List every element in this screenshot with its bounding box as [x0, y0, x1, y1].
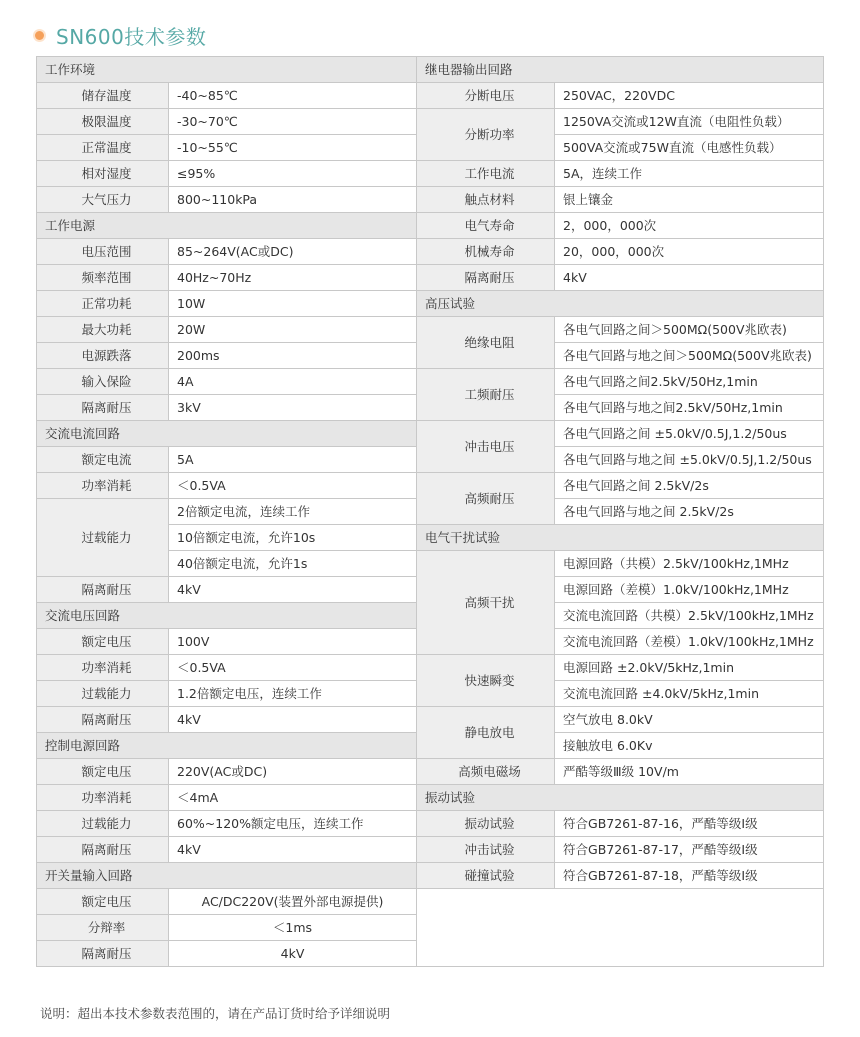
orange-dot-icon	[35, 31, 44, 40]
table-row	[37, 889, 824, 915]
param-value: 严酷等级Ⅲ级 10V/m	[555, 759, 824, 785]
param-value: 10倍额定电流，允许10s	[169, 525, 417, 551]
param-label: 工频耐压	[417, 369, 555, 421]
param-value: 各电气回路之间 2.5kV/2s	[555, 473, 824, 499]
table-row	[37, 265, 824, 291]
spec-table	[36, 56, 824, 967]
param-value: 800~110kPa	[169, 187, 417, 213]
param-label: 隔离耐压	[37, 577, 169, 603]
section-header: 交流电流回路	[37, 421, 417, 447]
param-value: -30~70℃	[169, 109, 417, 135]
param-value: 40倍额定电流，允许1s	[169, 551, 417, 577]
section-header: 继电器输出回路	[417, 57, 824, 83]
param-value: 4kV	[169, 837, 417, 863]
param-label: 隔离耐压	[417, 265, 555, 291]
param-label: 隔离耐压	[37, 837, 169, 863]
param-value: 接触放电 6.0Kv	[555, 733, 824, 759]
param-label: 过载能力	[37, 499, 169, 577]
param-value: 3kV	[169, 395, 417, 421]
param-label: 碰撞试验	[417, 863, 555, 889]
param-value: 250VAC，220VDC	[555, 83, 824, 109]
table-row	[37, 57, 824, 83]
param-label: 电气寿命	[417, 213, 555, 239]
param-label: 冲击电压	[417, 421, 555, 473]
section-header: 振动试验	[417, 785, 824, 811]
page-header	[35, 20, 206, 50]
param-value: AC/DC220V(装置外部电源提供)	[169, 889, 417, 915]
section-header: 电气干扰试验	[417, 525, 824, 551]
table-row	[37, 811, 824, 837]
table-row	[37, 291, 824, 317]
param-label: 相对湿度	[37, 161, 169, 187]
param-label: 极限温度	[37, 109, 169, 135]
table-row	[37, 317, 824, 343]
param-label: 隔离耐压	[37, 395, 169, 421]
param-value: 各电气回路之间＞500MΩ(500V兆欧表)	[555, 317, 824, 343]
table-row	[37, 837, 824, 863]
param-value: 4kV	[169, 707, 417, 733]
param-value: 电源回路 ±2.0kV/5kHz,1min	[555, 655, 824, 681]
param-value: 电源回路（差模）1.0kV/100kHz,1MHz	[555, 577, 824, 603]
param-label: 高频电磁场	[417, 759, 555, 785]
param-value: 220V(AC或DC)	[169, 759, 417, 785]
param-value: 各电气回路与地之间 ±5.0kV/0.5J,1.2/50us	[555, 447, 824, 473]
param-value: 各电气回路与地之间＞500MΩ(500V兆欧表)	[555, 343, 824, 369]
param-label: 冲击试验	[417, 837, 555, 863]
param-value: 500VA交流或75W直流（电感性负载）	[555, 135, 824, 161]
param-value: 20，000，000次	[555, 239, 824, 265]
param-value: 85~264V(AC或DC)	[169, 239, 417, 265]
param-value: 空气放电 8.0kV	[555, 707, 824, 733]
table-row	[37, 421, 824, 447]
param-value: 4kV	[169, 941, 417, 967]
param-value: 60%~120%额定电压，连续工作	[169, 811, 417, 837]
table-row	[37, 83, 824, 109]
footnote: 说明：超出本技术参数表范围的，请在产品订货时给予详细说明	[40, 1006, 391, 1021]
param-label: 分辩率	[37, 915, 169, 941]
param-value: 100V	[169, 629, 417, 655]
param-label: 绝缘电阻	[417, 317, 555, 369]
table-row	[37, 473, 824, 499]
param-label: 分断功率	[417, 109, 555, 161]
param-label: 额定电流	[37, 447, 169, 473]
empty-cell	[417, 889, 824, 967]
section-header: 工作电源	[37, 213, 417, 239]
param-value: -10~55℃	[169, 135, 417, 161]
table-row	[37, 109, 824, 135]
param-value: -40~85℃	[169, 83, 417, 109]
param-label: 电源跌落	[37, 343, 169, 369]
table-row	[37, 187, 824, 213]
param-value: 4kV	[169, 577, 417, 603]
param-label: 电压范围	[37, 239, 169, 265]
table-row	[37, 239, 824, 265]
param-value: 5A，连续工作	[555, 161, 824, 187]
param-value: 各电气回路与地之间2.5kV/50Hz,1min	[555, 395, 824, 421]
param-value: 各电气回路之间2.5kV/50Hz,1min	[555, 369, 824, 395]
param-value: 20W	[169, 317, 417, 343]
param-value: 符合GB7261-87-18，严酷等级Ⅰ级	[555, 863, 824, 889]
param-label: 高频耐压	[417, 473, 555, 525]
param-label: 隔离耐压	[37, 941, 169, 967]
param-value: ＜4mA	[169, 785, 417, 811]
param-label: 过载能力	[37, 681, 169, 707]
param-label: 分断电压	[417, 83, 555, 109]
table-row	[37, 213, 824, 239]
param-label: 隔离耐压	[37, 707, 169, 733]
param-value: 交流电流回路（差模）1.0kV/100kHz,1MHz	[555, 629, 824, 655]
param-label: 触点材料	[417, 187, 555, 213]
param-value: 2倍额定电流，连续工作	[169, 499, 417, 525]
param-value: 符合GB7261-87-17，严酷等级Ⅰ级	[555, 837, 824, 863]
param-label: 过载能力	[37, 811, 169, 837]
param-value: ≤95%	[169, 161, 417, 187]
section-header: 高压试验	[417, 291, 824, 317]
param-label: 储存温度	[37, 83, 169, 109]
param-value: 1.2倍额定电压，连续工作	[169, 681, 417, 707]
param-label: 输入保险	[37, 369, 169, 395]
param-label: 功率消耗	[37, 473, 169, 499]
section-header: 交流电压回路	[37, 603, 417, 629]
param-label: 最大功耗	[37, 317, 169, 343]
param-label: 功率消耗	[37, 655, 169, 681]
param-label: 高频干扰	[417, 551, 555, 655]
param-value: 各电气回路之间 ±5.0kV/0.5J,1.2/50us	[555, 421, 824, 447]
table-row	[37, 369, 824, 395]
param-value: 符合GB7261-87-16，严酷等级Ⅰ级	[555, 811, 824, 837]
section-header: 开关量输入回路	[37, 863, 417, 889]
param-value: 4kV	[555, 265, 824, 291]
page-title: SN600技术参数	[56, 24, 207, 49]
param-value: 5A	[169, 447, 417, 473]
param-label: 快速瞬变	[417, 655, 555, 707]
section-header: 工作环境	[37, 57, 417, 83]
param-value: ＜1ms	[169, 915, 417, 941]
param-label: 机械寿命	[417, 239, 555, 265]
table-row	[37, 863, 824, 889]
param-value: 2，000，000次	[555, 213, 824, 239]
table-row	[37, 655, 824, 681]
param-value: 交流电流回路 ±4.0kV/5kHz,1min	[555, 681, 824, 707]
table-row	[37, 707, 824, 733]
param-value: 10W	[169, 291, 417, 317]
param-value: 电源回路（共模）2.5kV/100kHz,1MHz	[555, 551, 824, 577]
param-label: 工作电流	[417, 161, 555, 187]
param-value: 4A	[169, 369, 417, 395]
param-label: 频率范围	[37, 265, 169, 291]
param-value: 200ms	[169, 343, 417, 369]
param-value: 40Hz~70Hz	[169, 265, 417, 291]
param-value: 银上镶金	[555, 187, 824, 213]
table-row	[37, 161, 824, 187]
param-label: 振动试验	[417, 811, 555, 837]
param-value: 各电气回路与地之间 2.5kV/2s	[555, 499, 824, 525]
param-label: 功率消耗	[37, 785, 169, 811]
param-label: 额定电压	[37, 759, 169, 785]
section-header: 控制电源回路	[37, 733, 417, 759]
param-label: 额定电压	[37, 629, 169, 655]
param-value: 1250VA交流或12W直流（电阻性负载）	[555, 109, 824, 135]
param-label: 正常温度	[37, 135, 169, 161]
param-value: 交流电流回路（共模）2.5kV/100kHz,1MHz	[555, 603, 824, 629]
param-value: ＜0.5VA	[169, 655, 417, 681]
table-row	[37, 785, 824, 811]
param-label: 正常功耗	[37, 291, 169, 317]
param-label: 静电放电	[417, 707, 555, 759]
param-label: 大气压力	[37, 187, 169, 213]
table-row	[37, 759, 824, 785]
param-label: 额定电压	[37, 889, 169, 915]
param-value: ＜0.5VA	[169, 473, 417, 499]
